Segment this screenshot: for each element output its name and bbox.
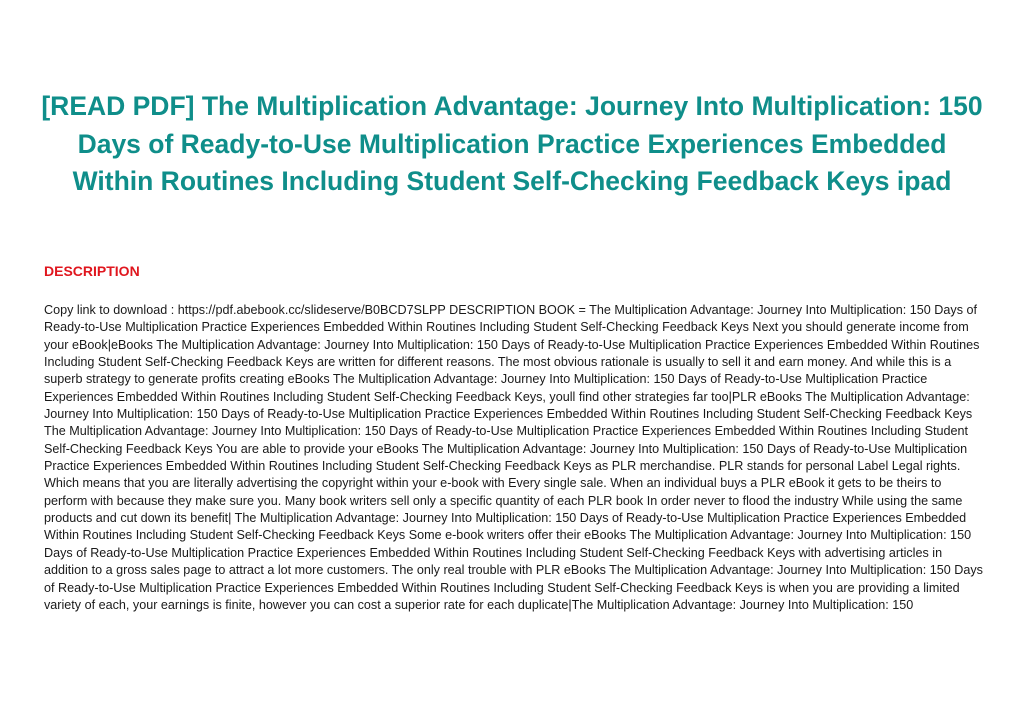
description-body: Copy link to download : https://pdf.abebook.cc/slideserve/B0BCD7SLPP DESCRIPTION BOOK = The Multiplication Advantage: Journey Into Multiplication: 150 Days of Ready-to-Use Multiplication Practice Experiences Embedded Within Routines Including Student Self-Checking Feedback Keys Next you should generate income from your eBook|eBooks The Multiplication Advantage: Journey Into Multiplication: 150 Days of Ready-to-Use Multiplication Practice Experiences Embedded Within Routines Including Student Self-Checking Feedback Keys are written for different reasons. The most obvious rationale is usually to sell it and earn money. And while this is a superb strategy to generate profits creating eBooks The Multiplication Advantage: Journey Into Multiplication: 150 Days of Ready-to-Use Multiplication Practice Experiences Embedded Within Routines Including Student Self-Checking Feedback Keys, youll find other strategies far too|PLR eBooks The Multiplication Advantage: Journey Into Multiplication: 150 Days of Ready-to-Use Multiplication Practice Experiences Embedded Within Routines Including Student Self-Checking Feedback Keys The Multiplication Advantage: Journey Into Multiplication: 150 Days of Ready-to-Use Multiplication Practice Experiences Embedded Within Routines Including Student Self-Checking Feedback Keys You are able to provide your eBooks The Multiplication Advantage: Journey Into Multiplication: 150 Days of Ready-to-Use Multiplication Practice Experiences Embedded Within Routines Including Student Self-Checking Feedback Keys as PLR merchandise. PLR stands for personal Label Legal rights. Which means that you are literally advertising the copyright within your e-book with Every single sale. When an individual buys a PLR eBook it gets to be theirs to perform with because they make sure you. Many book writers sell only a specific quantity of each PLR book In order never to flood the industry While using the same products and cut down its benefit| The Multiplication Advantage: Journey Into Multiplication: 150 Days of Ready-to-Use Multiplication Practice Experiences Embedded Within Routines Including Student Self-Checking Feedback Keys Some e-book writers offer their eBooks The Multiplication Advantage: Journey Into Multiplication: 150 Days of Ready-to-Use Multiplication Practice Experiences Embedded Within Routines Including Student Self-Checking Feedback Keys with advertising articles in addition to a gross sales page to attract a lot more customers. The only real trouble with PLR eBooks The Multiplication Advantage: Journey Into Multiplication: 150 Days of Ready-to-Use Multiplication Practice Experiences Embedded Within Routines Including Student Self-Checking Feedback Keys is when you are providing a limited variety of each, your earnings is finite, however you can cost a superior rate for each duplicate|The Multiplication Advantage: Journey Into Multiplication: 150 <box>44 303 983 612</box>
document-title: [READ PDF] The Multiplication Advantage: Journey Into Multiplication: 150 Days of Ready-to-Use Multiplication Practice Experiences Embedded Within Routines Including Student Self-Checking Feedback Keys ipad <box>41 91 983 196</box>
description-heading: DESCRIPTION <box>44 263 140 279</box>
